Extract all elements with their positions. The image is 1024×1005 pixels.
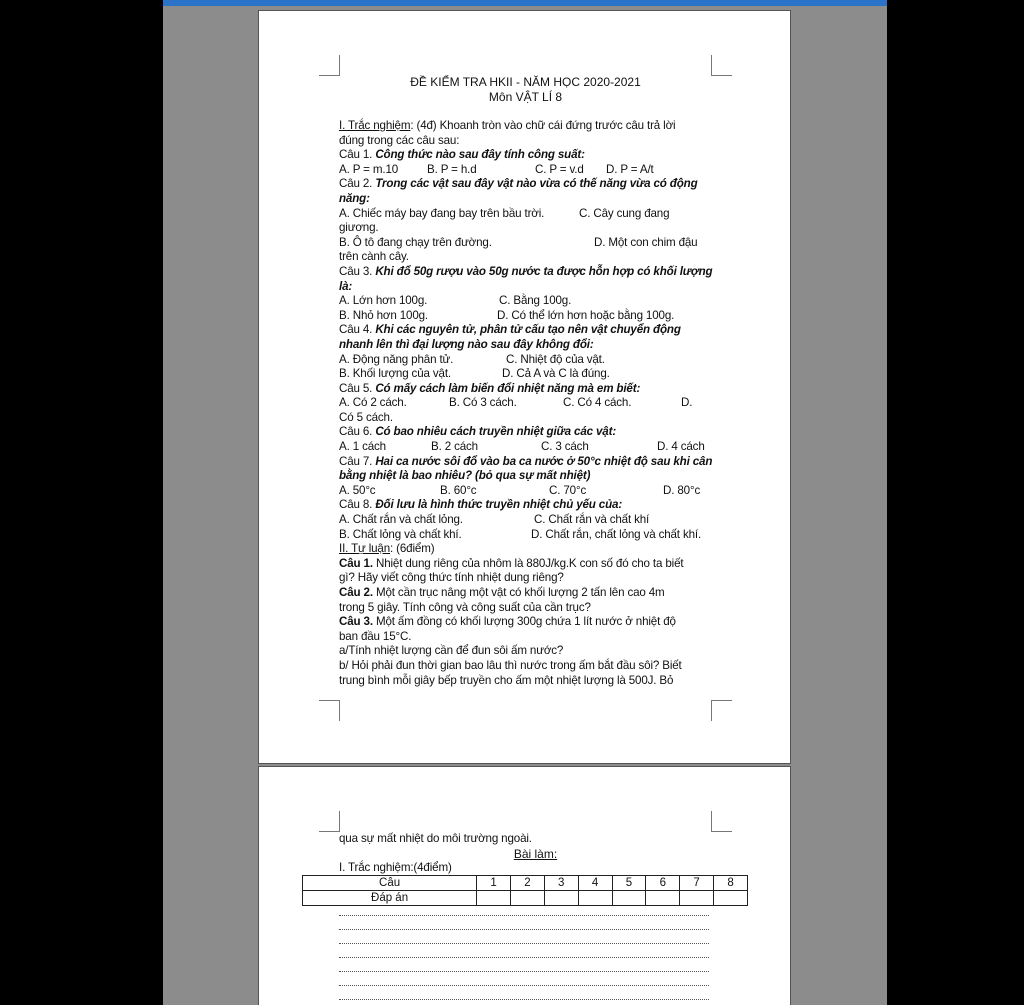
question-8-options-bd: B. Chất lỏng và chất khí. D. Chất rắn, chất lỏng và chất khí. [339, 527, 702, 541]
essay-2: Câu 2. Một cần trục nâng một vật có khối lượng 2 tấn lên cao 4m [339, 586, 665, 599]
exam-subject: Môn VẬT LÍ 8 [488, 90, 563, 104]
document-page-2 [258, 766, 791, 1005]
question-3: Câu 3. Khi đổ 50g rượu vào 50g nước ta được hỗn hợp có khối lượng [339, 264, 713, 278]
exam-body: I. Trắc nghiệm: (4đ) Khoanh tròn vào chữ cái đứng trước câu trả lời đúng trong các câu sau: Câu 1. Công thức nào sau đây tính công suất: A. P = m.10 B. P = h.d C. P = v.d D. P = A/t Câu 2. Trong các vật sau đây vật nào vừa có thế năng vừa có động năng: A. Chiếc máy bay đang bay trên bầu trời. C. Cây cung đang giương. B. Ô tô đang chạy trên đường. D. Một con chim đậu trên cành cây. Câu 3. Khi đổ 50g rượu vào 50g nước ta được hỗn hợp có khối lượng là: A. Lớn hơn 100g. C. Bằng 100g. B. Nhỏ hơn 100g. D. Có thể lớn hơn hoặc bằng 100g. Câu 4. Khi các nguyên tử, phân tử cấu tạo nên vật chuyển động nhanh lên thì đại lượng nào sau đây không đổi: A. Động năng phân tử. C. Nhiệt độ của vật. B. Khối lượng của vật. D. Cả A và C là đúng. Câu 5. Có mấy cách làm biến đổi nhiệt năng mà em biết: A. Có 2 cách. B. Có 3 cách. C. Có 4 cách. D. Có 5 cách. Câu 6. Có bao nhiêu cách truyền nhiệt giữa các vật: A. 1 cách B. 2 cách C. 3 cách D. 4 cách Câu 7. Hai ca nước sôi đổ vào ba ca nước ở 50°c nhiệt độ sau khi cân bằng nhiệt là bao nhiêu? (bỏ qua sự mất nhiệt) A. 50°c B. 60°c C. 70°c D. 80°c Câu 8. Đối lưu là hình thức truyền nhiệt chủ yếu của: A. Chất rắn và chất lỏng. C. Chất rắn và chất khí B. Chất lỏng và chất khí. D. Chất rắn, chất lỏng và chất khí. II. Tự luận: (6điểm) Câu 1. Nhiệt dung riêng của nhôm là 880J/kg.K con số đó cho ta biết gì? Hãy viết công thức tính nhiệt dung riêng? Câu 2. Một cần trục nâng một vật có khối lượng 2 tấn lên cao 4m trong 5 giây. Tính công và công suất của cần trục? Câu 3. Một ấm đồng có khối lượng 300g chứa 1 lít nước ở nhiệt độ ban đầu 15°C. a/Tính nhiệt lượng cần để đun sôi ấm nước? b/ Hỏi phải đun thời gian bao lâu thì nước trong ấm bắt đầu sôi? Biết trung bình mỗi giây bếp truyền cho ấm một nhiệt lượng là 500J. Bỏ [339, 119, 729, 688]
essay-1: Câu 1. Nhiệt dung riêng của nhôm là 880J/kg.K con số đó cho ta biết [339, 556, 684, 570]
answer-line [339, 943, 709, 945]
question-1-options: A. P = m.10 B. P = h.d C. P = v.d D. P = A/t [339, 162, 654, 176]
question-3-options-bd: B. Nhỏ hơn 100g. D. Có thể lớn hơn hoặc bằng 100g. [339, 308, 675, 322]
question-7: Câu 7. Hai ca nước sôi đổ vào ba ca nước ở 50°c nhiệt độ sau khi cân [339, 454, 713, 468]
answer-line [339, 915, 709, 917]
page2-text: qua sự mất nhiệt do môi trường ngoài. [339, 832, 532, 845]
answer-line [339, 929, 709, 931]
question-1: Câu 1. Công thức nào sau đây tính công suất: [339, 148, 585, 162]
question-2-options-bd: B. Ô tô đang chạy trên đường. D. Một con chim đậu [339, 235, 698, 249]
answer-part1-heading: I. Trắc nghiệm:(4điểm) [339, 861, 452, 874]
question-5: Câu 5. Có mấy cách làm biến đổi nhiệt năng mà em biết: [339, 381, 641, 395]
question-4: Câu 4. Khi các nguyên tử, phân tử cấu tạo nên vật chuyển động [339, 323, 681, 337]
answer-table-answer-row: Đáp án [303, 891, 748, 906]
question-8: Câu 8. Đối lưu là hình thức truyền nhiệt chủ yếu của: [339, 498, 623, 512]
essay-3: Câu 3. Một ấm đồng có khối lượng 300g chứa 1 lít nước ở nhiệt độ [339, 615, 676, 629]
question-3-options-ac: A. Lớn hơn 100g. C. Bằng 100g. [339, 294, 572, 308]
question-2-options-ac: A. Chiếc máy bay đang bay trên bầu trời. C. Cây cung đang [339, 206, 670, 220]
crop-mark [319, 811, 340, 832]
question-5-options: A. Có 2 cách. B. Có 3 cách. C. Có 4 cách. D. [339, 396, 693, 410]
crop-mark [711, 55, 732, 76]
answer-table [302, 875, 748, 906]
question-6: Câu 6. Có bao nhiêu cách truyền nhiệt giữa các vật: [339, 425, 617, 439]
part1-instruction: I. Trắc nghiệm: (4đ) Khoanh tròn vào chữ cái đứng trước câu trả lời [339, 119, 676, 132]
question-8-options-ac: A. Chất rắn và chất lỏng. C. Chất rắn và chất khí [339, 513, 650, 527]
document-page-1 [258, 10, 791, 764]
exam-title: ĐỀ KIỂM TRA HKII - NĂM HỌC 2020-2021 [410, 75, 641, 89]
answer-heading: Bài làm: [513, 847, 558, 861]
document-viewer[interactable] [163, 0, 887, 1005]
answer-line [339, 957, 709, 959]
answer-line [339, 985, 709, 987]
crop-mark [711, 811, 732, 832]
question-6-options: A. 1 cách B. 2 cách C. 3 cách D. 4 cách [339, 440, 705, 454]
answer-table-header-row: Câu 1 2 3 4 5 6 7 8 [303, 876, 748, 891]
viewer-top-bar [163, 0, 887, 6]
answer-line [339, 971, 709, 973]
part2-heading: II. Tự luận: (6điểm) [339, 542, 435, 556]
crop-mark [319, 700, 340, 721]
question-2: Câu 2. Trong các vật sau đây vật nào vừa có thế năng vừa có động [339, 177, 698, 191]
question-4-options-ac: A. Động năng phân tử. C. Nhiệt độ của vật. [339, 352, 605, 366]
answer-line [339, 999, 709, 1001]
question-7-options: A. 50°c B. 60°c C. 70°c D. 80°c [339, 483, 701, 497]
crop-mark [711, 700, 732, 721]
question-4-options-bd: B. Khối lượng của vật. D. Cả A và C là đúng. [339, 367, 610, 381]
crop-mark [319, 55, 340, 76]
